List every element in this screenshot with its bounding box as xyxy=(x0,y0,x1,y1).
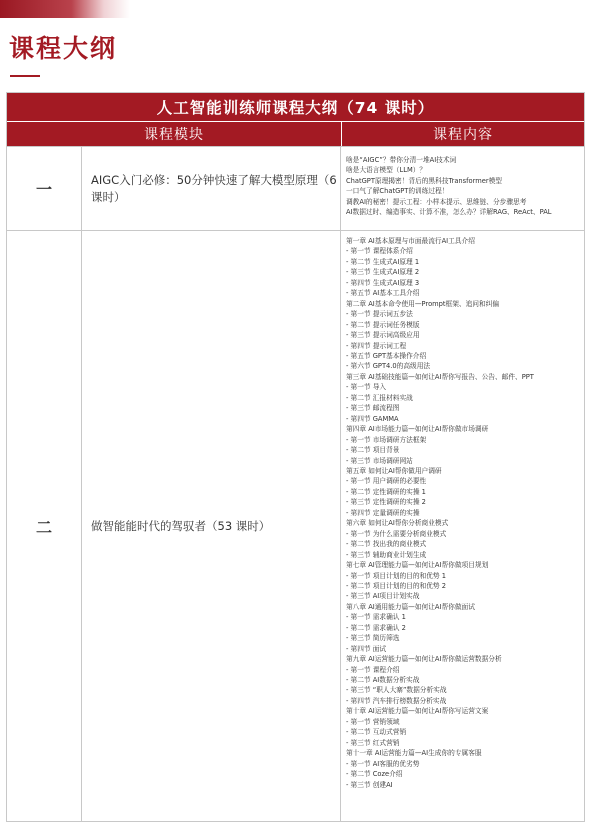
module-content xyxy=(341,231,584,821)
content-line: - 第三节 “职人大寨”数据分析实战 xyxy=(346,686,447,695)
content-line: 啥是“AIGC”？带你分清一堆AI技术词 xyxy=(346,156,457,164)
content-line: 调教AI的秘密！提示工程：小样本提示、思维链、分步骤思考 xyxy=(346,197,527,206)
content-line: - 第一节 课程体系介绍 xyxy=(346,247,413,256)
content-line: - 第四节 提示词工程 xyxy=(346,341,407,350)
content-line: - 第二节 项目计划的目的和优势 2 xyxy=(346,581,446,590)
content-line: 第七章 AI管理能力篇—如何让AI帮你做项目规划 xyxy=(346,561,489,570)
content-line: - 第三节 简历筛选 xyxy=(346,634,400,643)
content-line: - 第二节 汇报材料实战 xyxy=(346,393,413,402)
module-number: 一 xyxy=(7,147,82,230)
content-line: - 第二节 互动式营销 xyxy=(346,728,407,737)
course-outline-table xyxy=(6,92,585,822)
table-header-row xyxy=(7,121,584,146)
content-line: - 第四节 定量调研的实操 xyxy=(346,508,420,517)
content-line: 第一章 AI基本原理与市面最流行AI工具介绍 xyxy=(346,237,475,245)
header-module: 课程模块 xyxy=(7,122,342,146)
content-line: - 第二节 提示词任务模版 xyxy=(346,320,420,329)
content-line: 第九章 AI运营能力篇—如何让AI帮你做运营数据分析 xyxy=(346,655,502,664)
title-underline xyxy=(10,75,40,77)
content-line: - 第一节 为什么需要分析商业模式 xyxy=(346,529,447,538)
content-line: - 第一节 项目计划的目的和优势 1 xyxy=(346,571,446,580)
content-line: 第五章 如何让AI帮你做用户调研 xyxy=(346,466,442,475)
content-line: - 第三节 生成式AI原理 2 xyxy=(346,268,420,277)
content-line: - 第二节 需求确认 2 xyxy=(346,623,406,632)
content-line: - 第二节 项目背景 xyxy=(346,446,400,455)
content-line: - 第三节 市场调研网站 xyxy=(346,456,413,465)
content-line: - 第一节 营销领域 xyxy=(346,717,400,726)
table-banner: 人工智能训练师课程大纲（74 课时） xyxy=(7,93,584,121)
content-line: 第四章 AI市场能力篇—如何让AI帮你做市场调研 xyxy=(346,425,489,434)
content-line: - 第一节 导入 xyxy=(346,383,387,392)
content-line: 第二章 AI基本命令使用—Prompt框架、追问和纠偏 xyxy=(346,299,500,308)
content-line: - 第五节 AI基本工具介绍 xyxy=(346,289,420,298)
content-line: - 第三节 定性调研的实操 2 xyxy=(346,498,426,507)
content-line: - 第一节 市场调研方法框架 xyxy=(346,435,427,444)
content-line: - 第一节 AI客服的优劣势 xyxy=(346,759,420,768)
header-content: 课程内容 xyxy=(433,127,493,143)
module-number: 二 xyxy=(7,231,82,821)
content-line: - 第三节 创建AI xyxy=(346,780,393,789)
content-line: - 第二节 Coze介绍 xyxy=(346,770,403,779)
content-line: - 第四节 GAMMA xyxy=(346,414,399,423)
page-title: 课程大纲 xyxy=(9,34,118,63)
content-line: - 第一节 用户调研的必要性 xyxy=(346,477,427,486)
content-line: ChatGPT原理揭密！背后的黑科技Transformer模型 xyxy=(346,176,502,185)
content-line: - 第一节 需求确认 1 xyxy=(346,613,406,622)
module-title: AIGC入门必修：50分钟快速了解大模型原理（6 课时） xyxy=(82,147,341,230)
table-row xyxy=(7,230,584,821)
content-line: 第六章 如何让AI帮你分析商业模式 xyxy=(346,519,449,528)
content-line: - 第二节 AI数据分析实战 xyxy=(346,676,420,685)
content-line: - 第五节 GPT基本操作介绍 xyxy=(346,351,427,360)
content-line: - 第二节 定性调研的实操 1 xyxy=(346,487,426,496)
content-line: - 第三节 AI项目计划实战 xyxy=(346,592,420,601)
content-line: - 第六节 GPT4.0的高级用法 xyxy=(346,362,431,371)
content-line: 第三章 AI基础技能篇—如何让AI帮你写报告、公告、邮件、PPT xyxy=(346,372,534,381)
content-line: 一口气了解ChatGPT的训练过程！ xyxy=(346,187,449,196)
content-line: - 第三节 提示词高级应用 xyxy=(346,331,420,340)
module-title: 做智能能时代的驾驭者（53 课时） xyxy=(82,231,341,821)
content-line: 啥是大语言模型（LLM）？ xyxy=(346,166,427,175)
table-row xyxy=(7,146,584,230)
content-line: - 第四节 面试 xyxy=(346,644,387,653)
content-line: - 第一节 提示词五步法 xyxy=(346,310,413,319)
content-line: AI数据过时、编造事实、计算不准，怎么办？详解RAG、ReAct、PAL xyxy=(346,208,552,217)
top-accent-bar xyxy=(0,0,130,18)
module-content xyxy=(341,147,584,230)
content-line: 第十一章 AI运营能力篇—AI生成你的专属客服 xyxy=(346,749,482,758)
content-line: - 第四节 汽车排行榜数据分析实战 xyxy=(346,696,447,705)
content-line: - 第三节 辅助商业计划生成 xyxy=(346,550,427,559)
content-line: - 第一节 课程介绍 xyxy=(346,665,400,674)
content-line: 第八章 AI通用能力篇—如何让AI帮你做面试 xyxy=(346,602,475,611)
content-line: - 第二节 生成式AI原理 1 xyxy=(346,257,420,266)
content-line: 第十章 AI运营能力篇—如何让AI帮你写运营文案 xyxy=(346,707,489,716)
content-line: - 第三节 邮流程图 xyxy=(346,404,400,413)
content-line: - 第四节 生成式AI原理 3 xyxy=(346,278,420,287)
content-line: - 第二节 找出我的商业模式 xyxy=(346,540,427,549)
content-line: - 第三节 红式营销 xyxy=(346,738,400,747)
